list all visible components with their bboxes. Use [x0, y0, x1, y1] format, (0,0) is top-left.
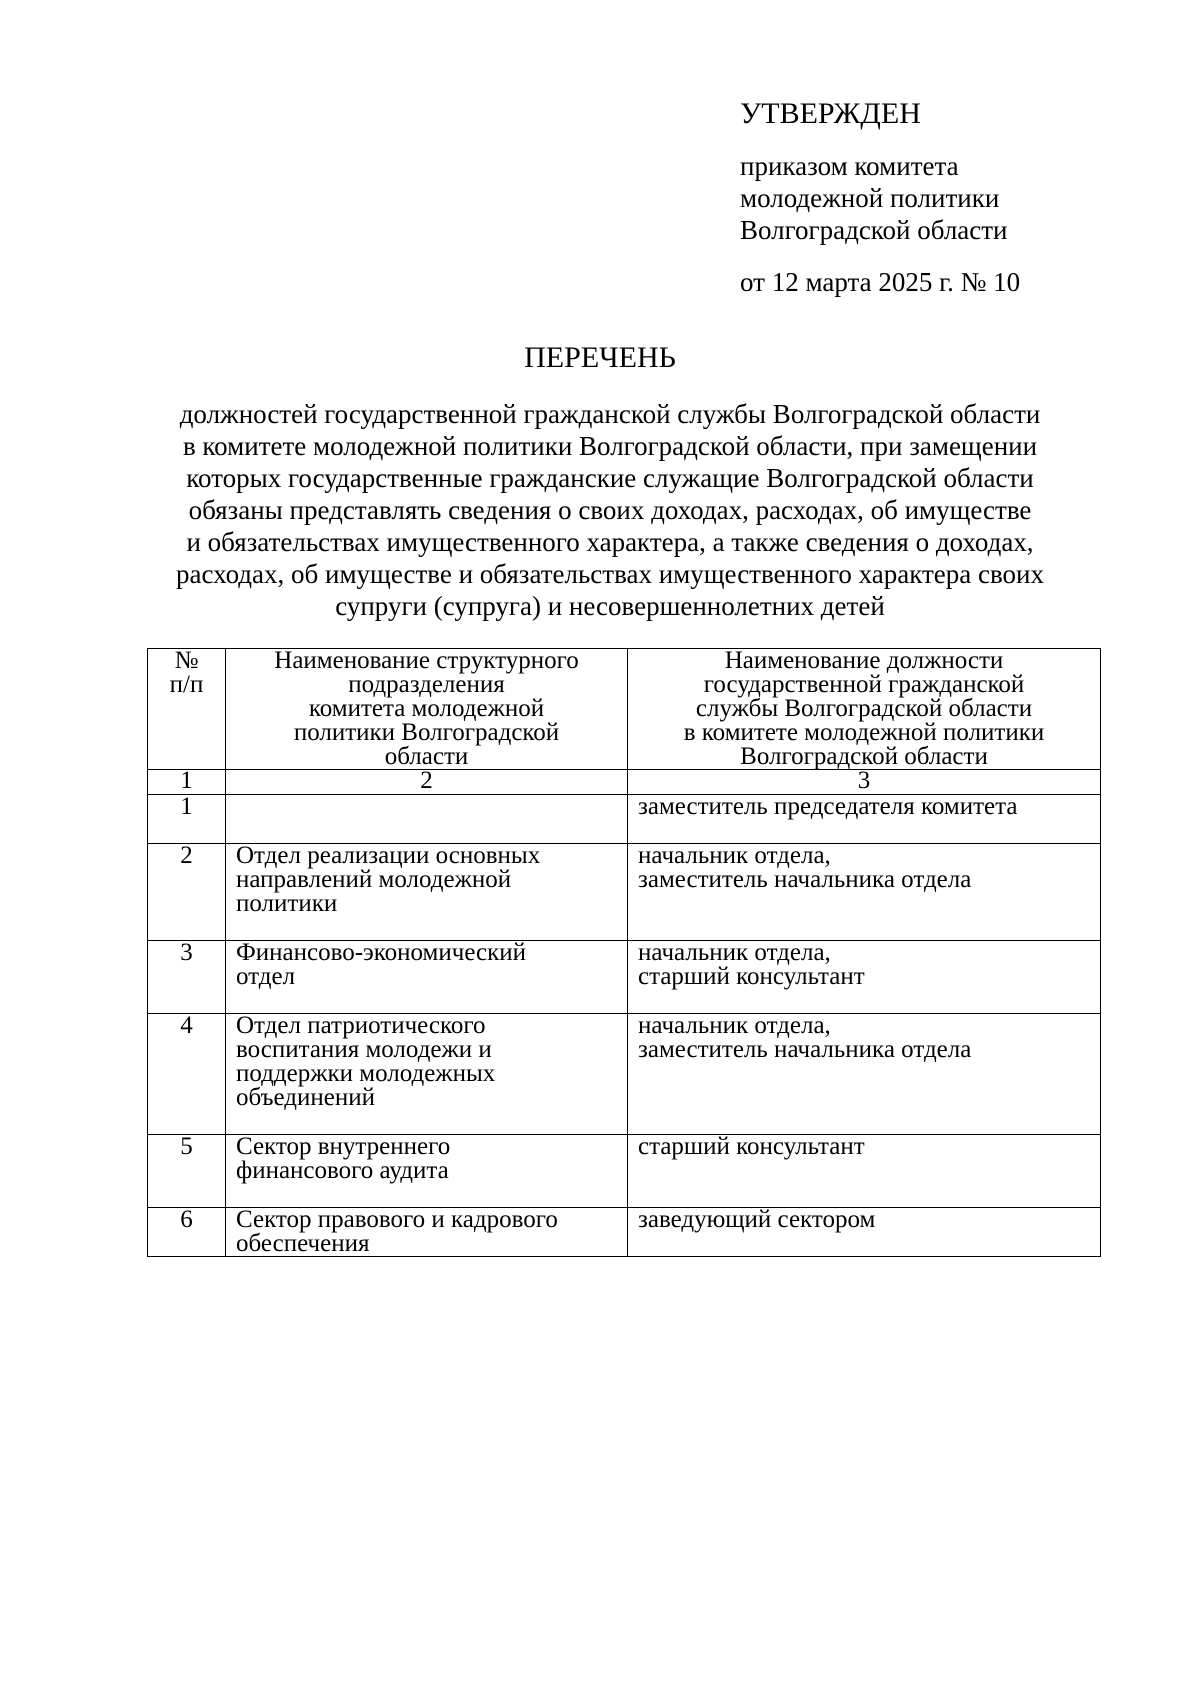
- row-number: 5: [148, 1135, 226, 1208]
- row-position: старший консультант: [628, 1135, 1101, 1208]
- row-number: 4: [148, 1014, 226, 1135]
- table-row: [148, 1014, 1101, 1135]
- table-header-row: [148, 649, 1101, 770]
- table-row: [148, 844, 1101, 941]
- table-row: [148, 1208, 1101, 1257]
- document-subtitle: должностей государственной гражданской службы Волгоградской области в комитете молодежной политики Волгоградской области, при замещении которых государственные гражданские служащие Волгоградской области обязаны представлять сведения о своих доходах, расходах, об имуществе и обязательствах имущественного характера, а также сведения о доходах, расходах, об имуществе и обязательствах имущественного характера своих супруги (супруга) и несовершеннолетних детей: [176, 399, 1044, 621]
- row-number: 3: [148, 941, 226, 1014]
- column-number: 3: [628, 770, 1101, 795]
- row-position: заместитель председателя комитета: [628, 795, 1101, 844]
- column-number: 2: [226, 770, 628, 795]
- document-title: ПЕРЕЧЕНЬ: [524, 341, 676, 374]
- row-number: 2: [148, 844, 226, 941]
- row-unit: Отдел реализации основных направлений молодежной политики: [226, 844, 628, 941]
- row-number: 1: [148, 795, 226, 844]
- row-position: начальник отдела, старший консультант: [628, 941, 1101, 1014]
- header-number: № п/п: [148, 649, 226, 770]
- order-date-number: от 12 марта 2025 г. № 10: [740, 267, 1021, 297]
- approval-block: [740, 96, 1160, 298]
- row-position: заведующий сектором: [628, 1208, 1101, 1257]
- approval-title: УТВЕРЖДЕН: [740, 97, 921, 130]
- header-position: Наименование должности государственной гражданской службы Волгоградской области в комитете молодежной политики Волгоградской области: [628, 649, 1101, 770]
- table-row: [148, 941, 1101, 1014]
- header-unit: Наименование структурного подразделения комитета молодежной политики Волгоградской области: [226, 649, 628, 770]
- row-unit: Сектор внутреннего финансового аудита: [226, 1135, 628, 1208]
- positions-table: [147, 648, 1101, 1257]
- row-position: начальник отдела, заместитель начальника отдела: [628, 1014, 1101, 1135]
- row-number: 6: [148, 1208, 226, 1257]
- approval-line: Волгоградской области: [740, 215, 1008, 245]
- row-position: начальник отдела, заместитель начальника отдела: [628, 844, 1101, 941]
- table-row: [148, 795, 1101, 844]
- row-unit: [226, 795, 628, 844]
- row-unit: Сектор правового и кадрового обеспечения: [226, 1208, 628, 1257]
- row-unit: Отдел патриотического воспитания молодежи и поддержки молодежных объединений: [226, 1014, 628, 1135]
- column-number-row: [148, 770, 1101, 795]
- row-unit: Финансово-экономический отдел: [226, 941, 628, 1014]
- approval-line: молодежной политики: [740, 183, 1000, 213]
- table-row: [148, 1135, 1101, 1208]
- approval-line: приказом комитета: [740, 151, 959, 181]
- column-number: 1: [148, 770, 226, 795]
